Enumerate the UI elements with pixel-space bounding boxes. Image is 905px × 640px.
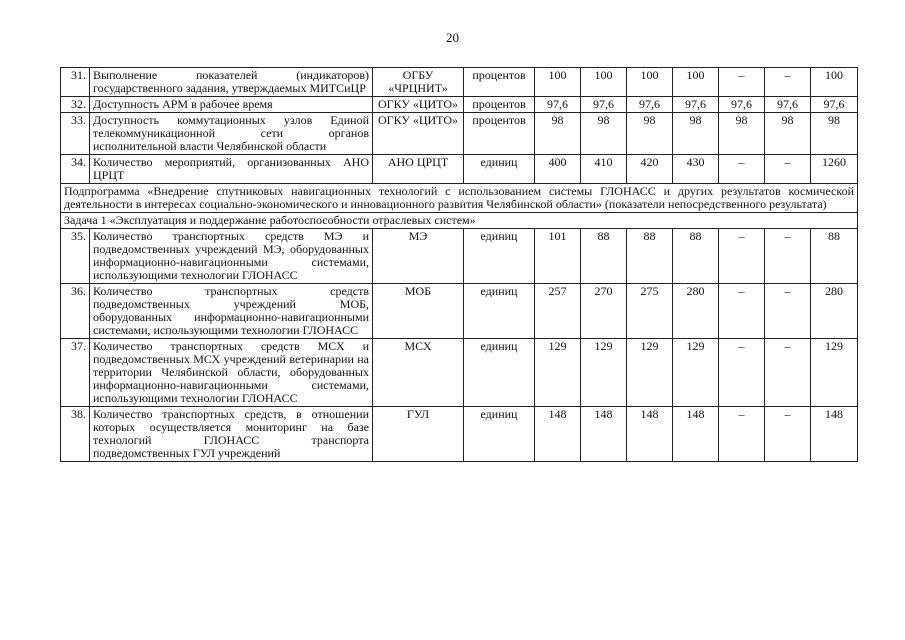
indicator-name: Доступность коммутационных узлов Единой телекоммуникационной сети органов исполнительной власти Челябинской области [90, 113, 373, 155]
value-cell: – [765, 407, 811, 462]
executor: АНО ЦРЦТ [373, 155, 464, 184]
value-cell: 270 [581, 284, 627, 339]
value-cell: – [765, 339, 811, 407]
value-cell: 129 [811, 339, 858, 407]
unit: единиц [464, 284, 535, 339]
value-cell: – [765, 284, 811, 339]
task-title: Задача 1 «Эксплуатация и поддержание работоспособности отраслевых систем» [61, 213, 858, 229]
value-cell: – [719, 229, 765, 284]
value-cell: 129 [627, 339, 673, 407]
indicator-name: Количество транспортных средств, в отношении которых осуществляется мониторинг на базе технологий ГЛОНАСС транспорта подведомственных ГУЛ учреждений [90, 407, 373, 462]
executor: МОБ [373, 284, 464, 339]
value-cell: 430 [673, 155, 719, 184]
value-cell: 148 [627, 407, 673, 462]
value-cell: 148 [535, 407, 581, 462]
indicator-name: Количество транспортных средств МЭ и подведомственных учреждений МЭ, оборудованных информационно-навигационными системами, использующими технологии ГЛОНАСС [90, 229, 373, 284]
row-number: 38. [61, 407, 90, 462]
value-cell: 97,6 [535, 97, 581, 113]
value-cell: 98 [765, 113, 811, 155]
indicator-name: Количество мероприятий, организованных АНО ЦРЦТ [90, 155, 373, 184]
executor: ОГКУ «ЦИТО» [373, 113, 464, 155]
value-cell: 280 [811, 284, 858, 339]
row-number: 32. [61, 97, 90, 113]
value-cell: 97,6 [765, 97, 811, 113]
value-cell: 100 [627, 68, 673, 97]
executor: ОГКУ «ЦИТО» [373, 97, 464, 113]
table-row [61, 113, 858, 155]
value-cell: 97,6 [811, 97, 858, 113]
indicator-name: Доступность АРМ в рабочее время [90, 97, 373, 113]
table-row [61, 229, 858, 284]
value-cell: – [719, 284, 765, 339]
value-cell: 275 [627, 284, 673, 339]
unit: процентов [464, 97, 535, 113]
subprogram-title: Подпрограмма «Внедрение спутниковых навигационных технологий с использованием системы ГЛОНАСС и других результатов космической деятельности в интересах социально-экономического и инновационного развития Челябинской области» (показатели непосредственного результата) [61, 184, 858, 213]
value-cell: 97,6 [719, 97, 765, 113]
table-row [61, 339, 858, 407]
executor: МЭ [373, 229, 464, 284]
row-number: 33. [61, 113, 90, 155]
value-cell: 100 [673, 68, 719, 97]
value-cell: 98 [811, 113, 858, 155]
value-cell: 98 [627, 113, 673, 155]
row-number: 37. [61, 339, 90, 407]
row-number: 36. [61, 284, 90, 339]
unit: единиц [464, 229, 535, 284]
value-cell: 129 [673, 339, 719, 407]
row-number: 31. [61, 68, 90, 97]
value-cell: 257 [535, 284, 581, 339]
value-cell: – [719, 68, 765, 97]
value-cell: 129 [581, 339, 627, 407]
row-number: 34. [61, 155, 90, 184]
table-row [61, 97, 858, 113]
unit: процентов [464, 68, 535, 97]
value-cell: 1260 [811, 155, 858, 184]
value-cell: – [719, 407, 765, 462]
value-cell: – [765, 155, 811, 184]
value-cell: 148 [581, 407, 627, 462]
indicator-name: Выполнение показателей (индикаторов) государственного задания, утверждаемых МИТСиЦР [90, 68, 373, 97]
value-cell: 280 [673, 284, 719, 339]
value-cell: 97,6 [673, 97, 719, 113]
value-cell: 88 [581, 229, 627, 284]
value-cell: 129 [535, 339, 581, 407]
value-cell: 88 [811, 229, 858, 284]
unit: единиц [464, 155, 535, 184]
table-row [61, 284, 858, 339]
value-cell: 88 [673, 229, 719, 284]
value-cell: 410 [581, 155, 627, 184]
value-cell: 100 [535, 68, 581, 97]
table-row [61, 155, 858, 184]
value-cell: 98 [719, 113, 765, 155]
value-cell: – [765, 229, 811, 284]
value-cell: – [719, 155, 765, 184]
indicator-name: Количество транспортных средств подведомственных учреждений МОБ, оборудованных информационно-навигационными системами, использующими технологии ГЛОНАСС [90, 284, 373, 339]
value-cell: 97,6 [581, 97, 627, 113]
unit: единиц [464, 339, 535, 407]
executor: ГУЛ [373, 407, 464, 462]
indicators-table [60, 67, 858, 462]
value-cell: 101 [535, 229, 581, 284]
table-row [61, 68, 858, 97]
table-row [61, 407, 858, 462]
task-row [61, 213, 858, 229]
value-cell: 98 [673, 113, 719, 155]
value-cell: 148 [673, 407, 719, 462]
value-cell: – [719, 339, 765, 407]
indicator-name: Количество транспортных средств МСХ и подведомственных МСХ учреждений ветеринарии на территории Челябинской области, оборудованных информационно-навигационными системами, использующими технологии ГЛОНАСС [90, 339, 373, 407]
value-cell: 100 [581, 68, 627, 97]
row-number: 35. [61, 229, 90, 284]
executor: ОГБУ «ЧРЦНИТ» [373, 68, 464, 97]
page-number: 20 [446, 30, 459, 45]
value-cell: 98 [535, 113, 581, 155]
value-cell: 98 [581, 113, 627, 155]
value-cell: 148 [811, 407, 858, 462]
value-cell: 100 [811, 68, 858, 97]
unit: процентов [464, 113, 535, 155]
value-cell: 97,6 [627, 97, 673, 113]
value-cell: – [765, 68, 811, 97]
subprogram-row [61, 184, 858, 213]
executor: МСХ [373, 339, 464, 407]
value-cell: 420 [627, 155, 673, 184]
value-cell: 88 [627, 229, 673, 284]
unit: единиц [464, 407, 535, 462]
value-cell: 400 [535, 155, 581, 184]
